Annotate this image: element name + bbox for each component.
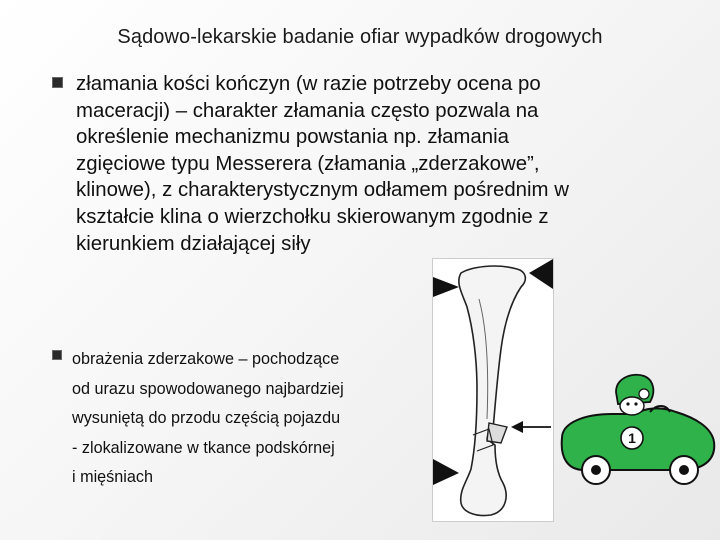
text-line: maceracji) – charakter złamania często pozwala na <box>76 99 539 122</box>
text-line: od urazu spowodowanego najbardziej <box>72 379 344 398</box>
text-line: kształcie klina o wierzchołku skierowanym zgodnie z <box>76 205 549 228</box>
bone-fracture-illustration <box>432 258 554 522</box>
car-number: 1 <box>628 430 636 446</box>
text-line: złamania kości kończyn (w razie potrzeby ocena po <box>76 73 541 95</box>
driver-face <box>620 397 644 415</box>
text-line: zgięciowe typu Messerera (złamania „zderzakowe”, <box>76 152 540 175</box>
square-bullet-icon <box>52 77 63 88</box>
text-line: wysuniętą do przodu częścią pojazdu <box>72 409 341 427</box>
driver-eye <box>626 402 629 405</box>
car-driver-illustration <box>556 372 718 488</box>
force-arrow-icon <box>511 421 523 433</box>
bone-svg <box>433 259 553 521</box>
bullet-text <box>76 71 672 257</box>
bone-shaft <box>459 266 526 515</box>
text-line: - zlokalizowane w tkance podskórnej <box>72 438 335 457</box>
wheel-hub <box>591 465 601 475</box>
text-line: klinowe), z charakterystycznym odłamem pośrednim w <box>76 179 569 202</box>
text-line: określenie mechanizmu powstania np. złamania <box>76 126 509 149</box>
bullet-bumper-injuries <box>52 345 422 493</box>
text-line: kierunkiem działającej siły <box>76 232 311 255</box>
bullet-text <box>72 345 422 493</box>
square-bullet-icon <box>52 350 62 360</box>
bullet-bone-fractures <box>52 71 672 257</box>
wheel-hub <box>679 465 689 475</box>
slide-title: Sądowo-lekarskie badanie ofiar wypadków drogowych <box>117 26 603 48</box>
lower-support-wedge <box>433 459 459 485</box>
car-svg <box>556 372 718 488</box>
helmet-badge <box>639 389 649 399</box>
upper-support-wedge <box>433 277 459 297</box>
text-line: i mięśniach <box>72 468 153 486</box>
text-line: obrażenia zderzakowe – pochodzące <box>72 350 340 368</box>
driver-eye <box>634 402 637 405</box>
top-support-wedge <box>529 259 553 289</box>
